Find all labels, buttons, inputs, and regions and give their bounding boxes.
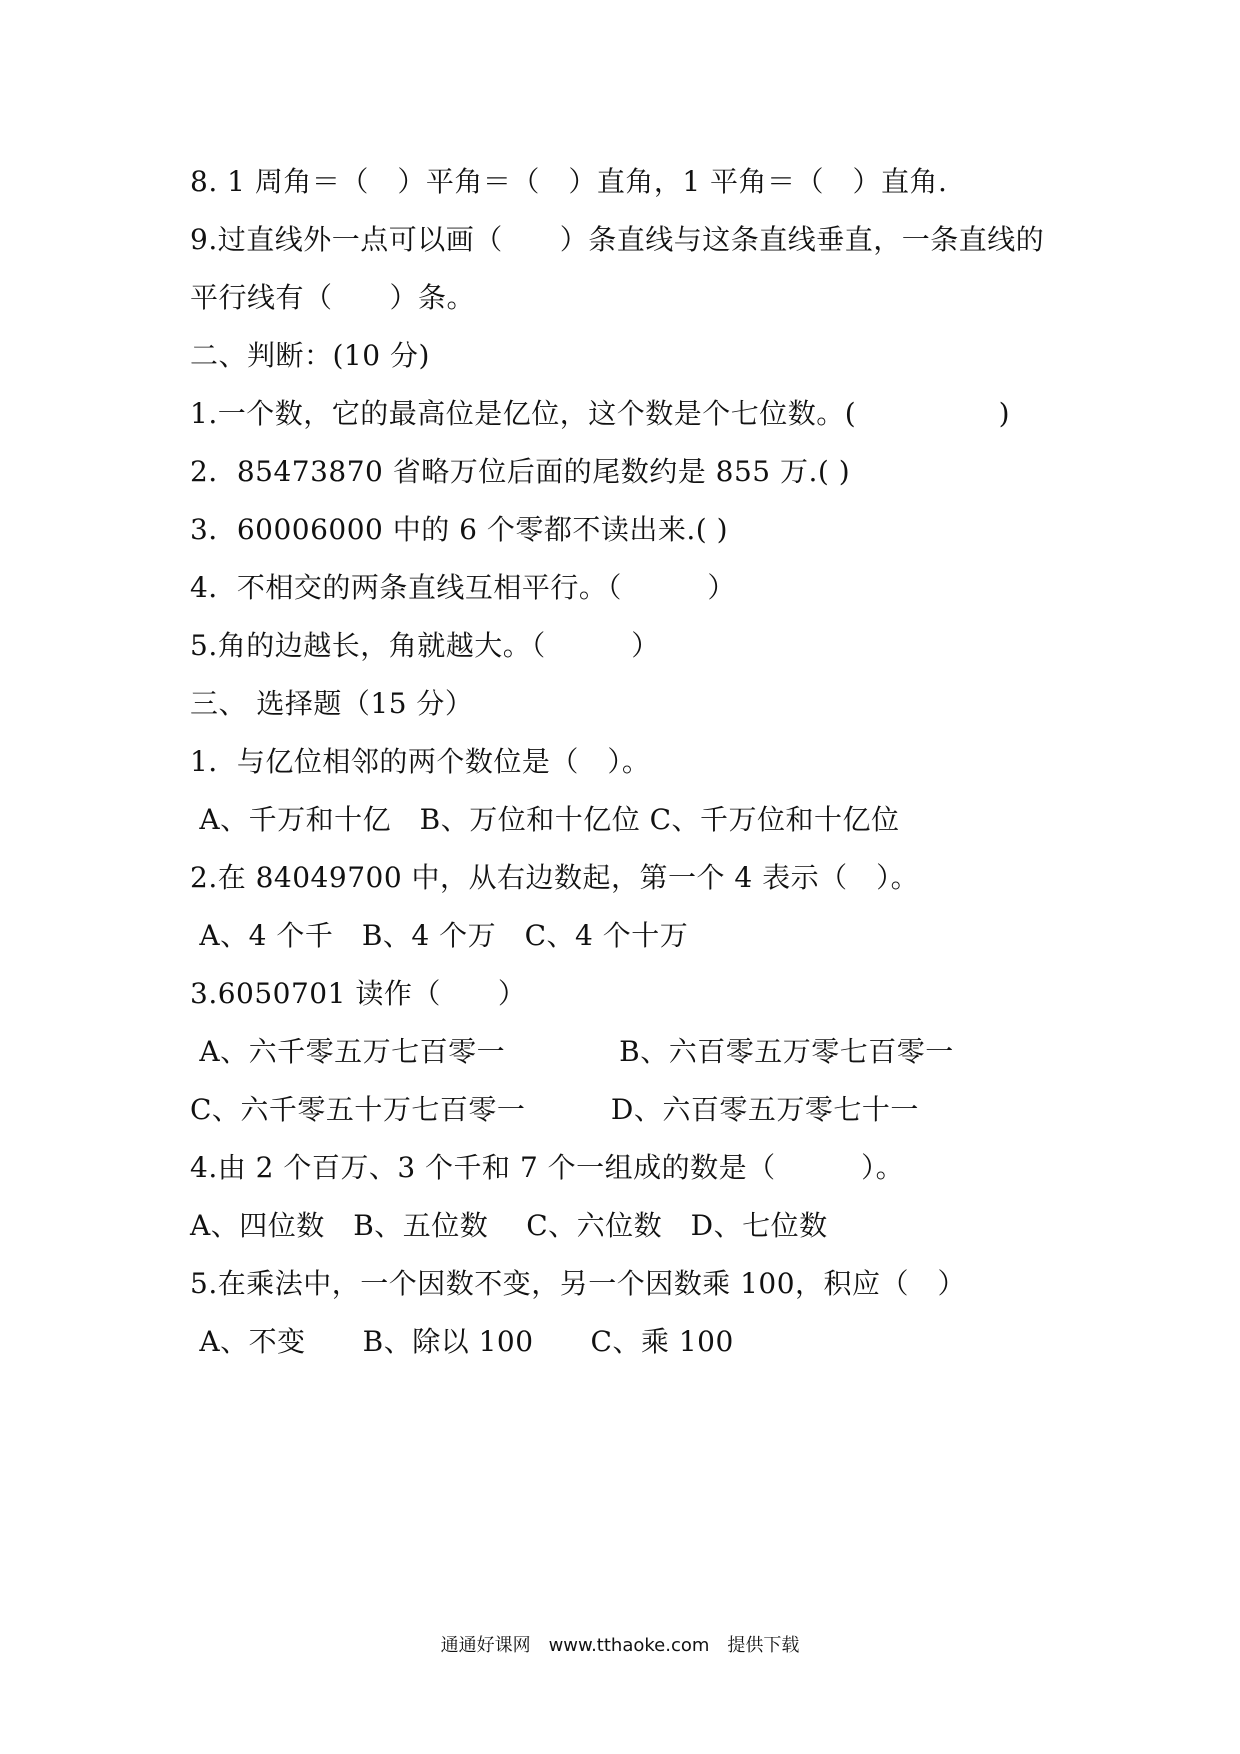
choice-1-options: A、千万和十亿 B、万位和十亿位 C、千万位和十亿位 <box>190 803 900 836</box>
section-3-heading: 三、 选择题（15 分） <box>190 687 474 720</box>
choice-5-question: 5.在乘法中，一个因数不变，另一个因数乘 100，积应（ ） <box>190 1267 967 1300</box>
q1-8-angle-conversion: 8. 1 周角＝（ ）平角＝（ ）直角，1 平角＝（ ）直角. <box>190 165 948 198</box>
judge-2: 2．85473870 省略万位后面的尾数约是 855 万.( ) <box>190 455 851 488</box>
choice-2-options: A、4 个千 B、4 个万 C、4 个十万 <box>190 919 689 952</box>
footer-source: 通通好课网 www.tthaoke.com 提供下载 <box>440 1635 800 1656</box>
choice-5-options: A、不变 B、除以 100 C、乘 100 <box>190 1325 734 1358</box>
choice-4-question: 4.由 2 个百万、3 个千和 7 个一组成的数是（ ）。 <box>190 1151 905 1184</box>
choice-4-options: A、四位数 B、五位数 C、六位数 D、七位数 <box>190 1209 828 1242</box>
choice-3-options-cd: C、六千零五十万七百零一 D、六百零五万零七十一 <box>190 1093 919 1126</box>
judge-3: 3．60006000 中的 6 个零都不读出来.( ) <box>190 513 728 546</box>
section-2-heading: 二、判断：(10 分) <box>190 339 430 372</box>
choice-1-question: 1．与亿位相邻的两个数位是（ ）。 <box>190 745 651 778</box>
judge-1: 1.一个数，它的最高位是亿位，这个数是个七位数。( ) <box>190 397 1011 430</box>
choice-2-question: 2.在 84049700 中，从右边数起，第一个 4 表示（ ）。 <box>190 861 920 894</box>
choice-3-question: 3.6050701 读作（ ） <box>190 977 527 1010</box>
q1-9-perpendicular-line: 9.过直线外一点可以画（ ）条直线与这条直线垂直，一条直线的 <box>190 223 1045 256</box>
judge-4: 4．不相交的两条直线互相平行。（ ） <box>190 571 736 604</box>
choice-3-options-ab: A、六千零五万七百零一 B、六百零五万零七百零一 <box>190 1035 954 1068</box>
q1-9-parallel-line-continuation: 平行线有（ ）条。 <box>190 281 476 314</box>
judge-5: 5.角的边越长，角就越大。（ ） <box>190 629 660 662</box>
